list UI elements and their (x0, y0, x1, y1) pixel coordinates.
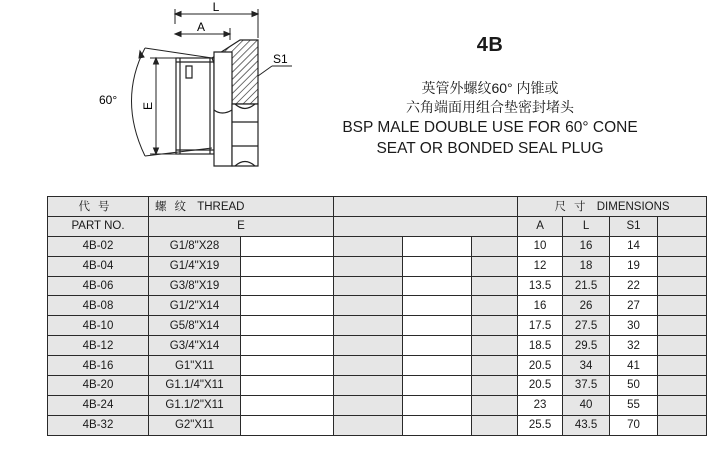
dim-s1-cell: 50 (610, 376, 658, 396)
dim-a-cell: 10 (518, 236, 563, 256)
thread-cell: G1.1/4"X11 (149, 376, 241, 396)
dim-a-cell: 20.5 (518, 376, 563, 396)
blank-cell (334, 356, 403, 376)
header-thread: 螺纹 THREAD (149, 197, 334, 217)
table-row (48, 316, 707, 336)
table-row (48, 296, 707, 316)
blank-cell (241, 415, 334, 435)
table-row (48, 256, 707, 276)
blank-cell (403, 336, 472, 356)
thread-cell: G3/8"X19 (149, 276, 241, 296)
blank-cell (472, 415, 518, 435)
blank-cell (403, 316, 472, 336)
blank-cell (658, 376, 707, 396)
thread-cell: G3/4"X14 (149, 336, 241, 356)
dim-s1-cell: 41 (610, 356, 658, 376)
table-row (48, 376, 707, 396)
blank-cell (472, 296, 518, 316)
dim-s1-cell: 70 (610, 415, 658, 435)
dim-a-cell: 25.5 (518, 415, 563, 435)
blank-cell (403, 415, 472, 435)
blank-cell (241, 236, 334, 256)
plug-technical-drawing (95, 2, 305, 174)
part-number-cell: 4B-04 (48, 256, 149, 276)
blank-cell (472, 356, 518, 376)
dim-a-cell: 12 (518, 256, 563, 276)
blank-cell (334, 276, 403, 296)
blank-cell (334, 415, 403, 435)
blank-cell (472, 395, 518, 415)
header-s1: S1 (610, 216, 658, 236)
blank-cell (403, 376, 472, 396)
table-body (48, 236, 707, 435)
part-number-cell: 4B-20 (48, 376, 149, 396)
dim-a-cell: 17.5 (518, 316, 563, 336)
thread-cell: G1/4"X19 (149, 256, 241, 276)
dim-s1-cell: 32 (610, 336, 658, 356)
blank-cell (334, 336, 403, 356)
blank-cell (334, 256, 403, 276)
dim-l-cell: 37.5 (563, 376, 610, 396)
dim-l-cell: 34 (563, 356, 610, 376)
header-part-no: PART NO. (48, 216, 149, 236)
dimension-l-label: L (212, 2, 220, 14)
dim-l-cell: 40 (563, 395, 610, 415)
blank-cell (403, 296, 472, 316)
blank-cell (472, 276, 518, 296)
thread-cell: G1/2"X14 (149, 296, 241, 316)
dim-s1-cell: 19 (610, 256, 658, 276)
part-number-cell: 4B-24 (48, 395, 149, 415)
part-number-cell: 4B-06 (48, 276, 149, 296)
dimension-s1-leader (258, 66, 292, 76)
blank-cell (658, 236, 707, 256)
blank-cell (472, 256, 518, 276)
thread-cell: G1"X11 (149, 356, 241, 376)
table-row (48, 236, 707, 256)
dim-l-cell: 27.5 (563, 316, 610, 336)
part-number-cell: 4B-10 (48, 316, 149, 336)
header-blank (334, 197, 518, 217)
blank-cell (658, 415, 707, 435)
table-header-row-2 (48, 216, 707, 236)
blank-cell (241, 376, 334, 396)
product-description (330, 34, 650, 159)
blank-cell (334, 316, 403, 336)
blank-cell (472, 316, 518, 336)
blank-cell (241, 395, 334, 415)
dim-a-cell: 18.5 (518, 336, 563, 356)
product-name-en-line1: BSP MALE DOUBLE USE FOR 60° CONE (342, 119, 638, 136)
part-number-cell: 4B-16 (48, 356, 149, 376)
blank-cell (241, 336, 334, 356)
dim-l-cell: 16 (563, 236, 610, 256)
blank-cell (403, 356, 472, 376)
part-number-cell: 4B-08 (48, 296, 149, 316)
table-row (48, 415, 707, 435)
blank-cell (403, 276, 472, 296)
dim-a-cell: 23 (518, 395, 563, 415)
blank-cell (658, 316, 707, 336)
blank-cell (472, 236, 518, 256)
dimension-a-label: A (196, 20, 206, 34)
header-a: A (518, 216, 563, 236)
thread-cell: G5/8"X14 (149, 316, 241, 336)
dimensions-table (47, 196, 707, 436)
header-l: L (563, 216, 610, 236)
blank-cell (472, 336, 518, 356)
angle-label: 60° (99, 93, 118, 107)
dim-l-cell: 43.5 (563, 415, 610, 435)
blank-cell (658, 356, 707, 376)
blank-cell (241, 276, 334, 296)
blank-cell (241, 256, 334, 276)
dim-s1-cell: 30 (610, 316, 658, 336)
blank-cell (334, 236, 403, 256)
blank-cell (658, 395, 707, 415)
table-row (48, 356, 707, 376)
blank-cell (241, 316, 334, 336)
header-e: E (149, 216, 334, 236)
dim-a-cell: 16 (518, 296, 563, 316)
dim-s1-cell: 14 (610, 236, 658, 256)
product-name-en-line2: SEAT OR BONDED SEAL PLUG (376, 140, 604, 157)
table-row (48, 276, 707, 296)
dim-l-cell: 18 (563, 256, 610, 276)
header-code-cn: 代号 (48, 197, 149, 217)
blank-cell (334, 376, 403, 396)
blank-cell (334, 395, 403, 415)
product-name-cn-line2: 六角端面用组合垫密封堵头 (406, 99, 574, 115)
blank-cell (658, 296, 707, 316)
dim-a-cell: 13.5 (518, 276, 563, 296)
threaded-body (176, 58, 214, 154)
product-name-cn-line1: 英管外螺纹60° 内锥或 (421, 80, 559, 96)
dim-s1-cell: 55 (610, 395, 658, 415)
thread-cell: G2"X11 (149, 415, 241, 435)
blank-cell (658, 256, 707, 276)
dimension-s1-label: S1 (273, 52, 288, 66)
dim-l-cell: 26 (563, 296, 610, 316)
table-row (48, 395, 707, 415)
dim-l-cell: 21.5 (563, 276, 610, 296)
part-number-cell: 4B-12 (48, 336, 149, 356)
dim-s1-cell: 22 (610, 276, 658, 296)
dim-l-cell: 29.5 (563, 336, 610, 356)
thread-cell: G1/8"X28 (149, 236, 241, 256)
table-row (48, 336, 707, 356)
blank-cell (658, 336, 707, 356)
dim-a-cell: 20.5 (518, 356, 563, 376)
product-code: 4B (476, 34, 504, 56)
table-header-row-1 (48, 197, 707, 217)
blank-cell (403, 236, 472, 256)
blank-cell (334, 296, 403, 316)
part-number-cell: 4B-02 (48, 236, 149, 256)
blank-cell (241, 356, 334, 376)
part-number-cell: 4B-32 (48, 415, 149, 435)
header-dimensions: 尺寸 DIMENSIONS (518, 197, 707, 217)
dimension-e-label: E (141, 101, 155, 111)
dim-s1-cell: 27 (610, 296, 658, 316)
blank-cell (403, 395, 472, 415)
blank-cell (403, 256, 472, 276)
thread-cell: G1.1/2"X11 (149, 395, 241, 415)
blank-cell (241, 296, 334, 316)
blank-cell (472, 376, 518, 396)
blank-cell (658, 276, 707, 296)
